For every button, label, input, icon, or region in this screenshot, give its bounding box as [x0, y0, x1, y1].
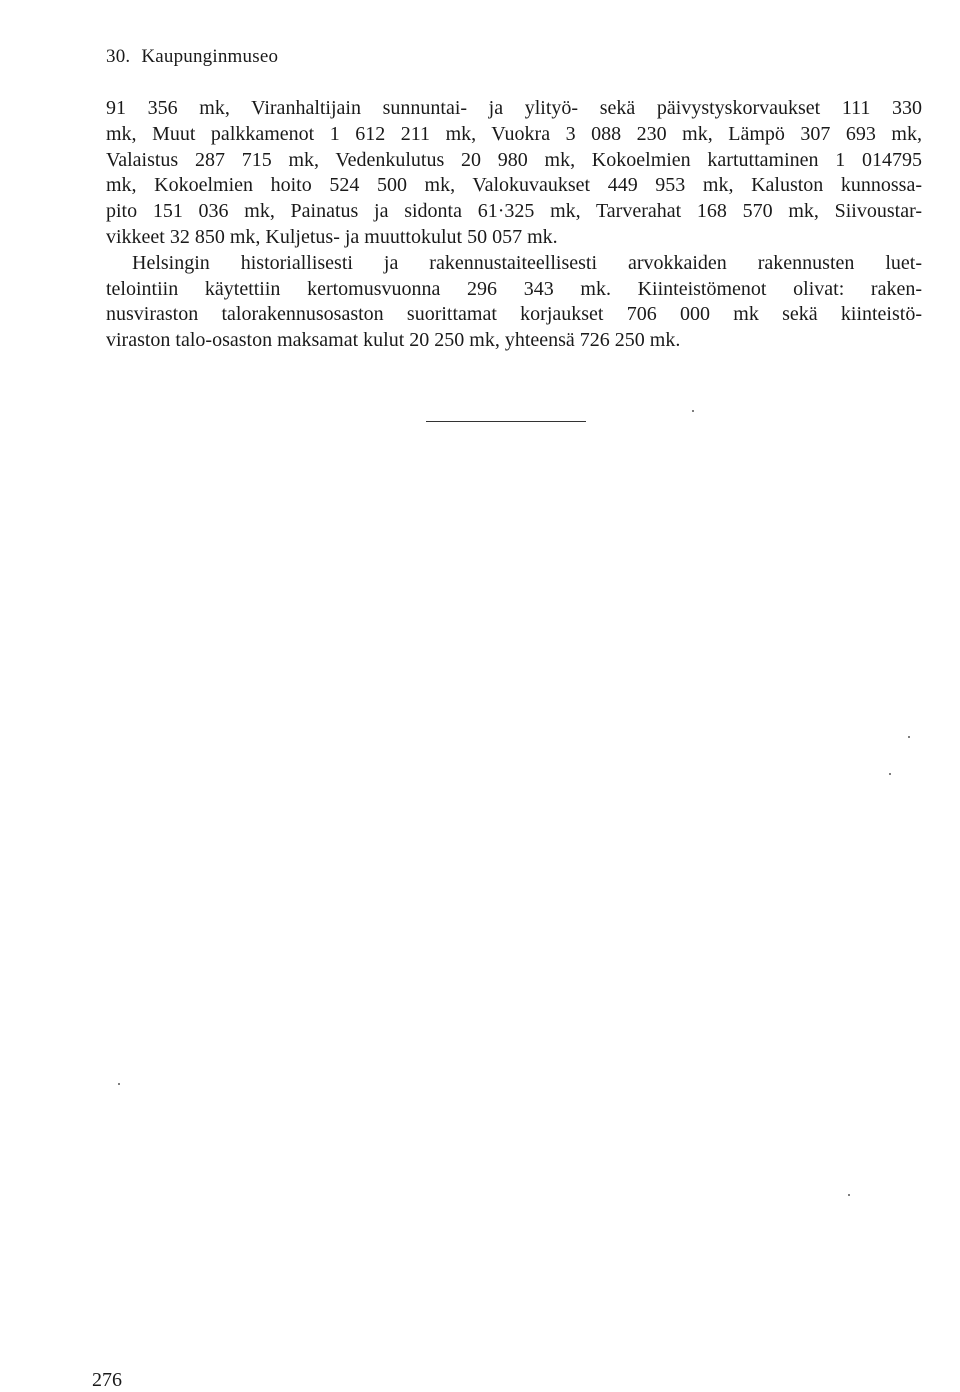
text-line: viraston talo-osaston maksamat kulut 20 250 mk, yhteensä 726 250 mk.	[106, 329, 681, 352]
text-line: Helsingin historiallisesti ja rakennustaiteellisesti arvokkaiden rakennusten luet-	[132, 251, 922, 274]
section-divider	[426, 421, 586, 422]
text-line: vikkeet 32 850 mk, Kuljetus- ja muuttokulut 50 057 mk.	[106, 225, 558, 248]
section-title: Kaupunginmuseo	[141, 46, 279, 67]
paragraph-buildings	[106, 251, 922, 354]
page-number: 276	[92, 1369, 122, 1391]
text-line: nusviraston talorakennusosaston suorittamat korjaukset 706 000 mk sekä kiinteistö-	[106, 303, 922, 326]
scan-speck	[848, 1194, 850, 1196]
text-line: pito 151 036 mk, Painatus ja sidonta 61·325 mk, Tarverahat 168 570 mk, Siivoustar-	[106, 200, 922, 223]
paragraph-expenses	[106, 96, 922, 251]
scan-speck	[908, 736, 910, 738]
text-line: telointiin käytettiin kertomusvuonna 296 343 mk. Kiinteistömenot olivat: raken-	[106, 277, 922, 300]
body-text	[106, 96, 922, 354]
scan-speck	[889, 773, 891, 775]
scan-speck	[692, 410, 694, 412]
text-line: 91 356 mk, Viranhaltijain sunnuntai- ja ylityö- sekä päivystyskorvaukset 111 330	[106, 97, 922, 119]
section-number: 30.	[106, 46, 131, 67]
text-line: Valaistus 287 715 mk, Vedenkulutus 20 980 mk, Kokoelmien kartuttaminen 1 014795	[106, 148, 922, 171]
scan-speck	[118, 1083, 120, 1085]
section-header	[106, 46, 278, 68]
text-line: mk, Kokoelmien hoito 524 500 mk, Valokuvaukset 449 953 mk, Kaluston kunnossa-	[106, 174, 922, 197]
text-line: mk, Muut palkkamenot 1 612 211 mk, Vuokra 3 088 230 mk, Lämpö 307 693 mk,	[106, 122, 922, 145]
